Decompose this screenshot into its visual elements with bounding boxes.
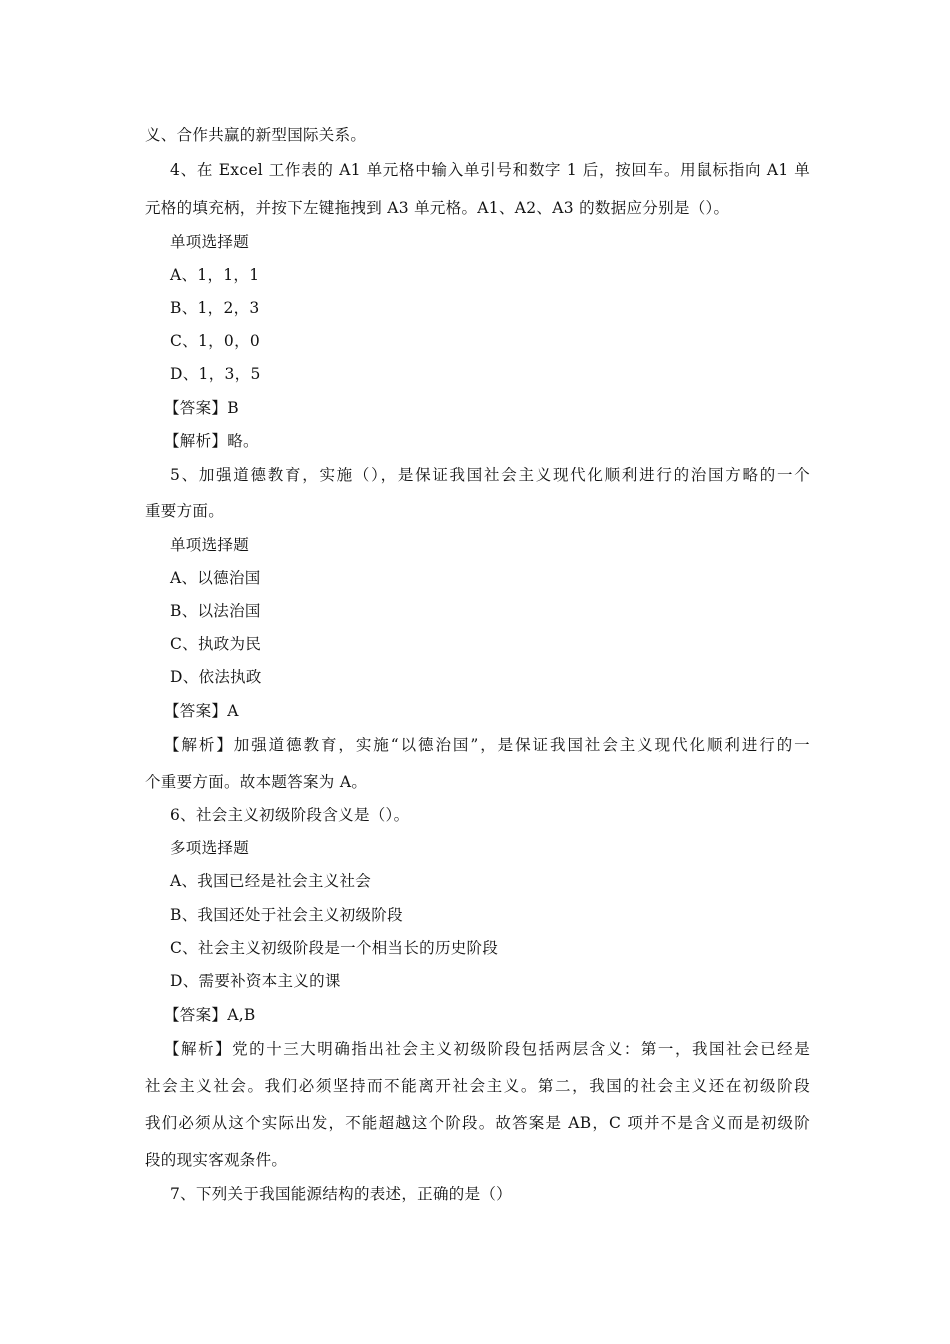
question-4-option-c: C、1，0，0 — [170, 332, 261, 350]
continuation-text: 义、合作共赢的新型国际关系。 — [145, 126, 367, 144]
question-6-analysis-line-2: 社会主义社会。我们必须坚持而不能离开社会主义。第二，我国的社会主义还在初级阶段 — [145, 1077, 810, 1095]
question-4-answer: 【答案】B — [164, 399, 239, 417]
question-5-analysis-line-2: 个重要方面。故本题答案为 A。 — [145, 773, 368, 791]
question-4-stem-line-1: 4、在 Excel 工作表的 A1 单元格中输入单引号和数字 1 后，按回车。用鼠标指向 A1 单 — [170, 161, 810, 179]
question-4-analysis: 【解析】略。 — [164, 432, 259, 450]
question-4-option-a: A、1，1，1 — [170, 266, 260, 284]
question-6-stem: 6、社会主义初级阶段含义是（）。 — [170, 806, 410, 824]
question-5-type: 单项选择题 — [170, 536, 250, 554]
question-5-stem-line-2: 重要方面。 — [145, 502, 225, 520]
question-6-analysis-line-4: 段的现实客观条件。 — [145, 1151, 288, 1169]
question-5-stem-line-1: 5、加强道德教育，实施（），是保证我国社会主义现代化顺利进行的治国方略的一个 — [170, 466, 810, 484]
question-6-type: 多项选择题 — [170, 839, 250, 857]
question-5-option-b: B、以法治国 — [170, 602, 261, 620]
question-6-option-d: D、需要补资本主义的课 — [170, 972, 341, 990]
question-4-option-b: B、1，2，3 — [170, 299, 260, 317]
question-5-answer: 【答案】A — [164, 702, 239, 720]
question-5-option-c: C、执政为民 — [170, 635, 262, 653]
question-5-option-d: D、依法执政 — [170, 668, 262, 686]
question-5-analysis-line-1: 【解析】加强道德教育，实施“以德治国”，是保证我国社会主义现代化顺利进行的一 — [164, 736, 810, 754]
question-4-option-d: D、1，3，5 — [170, 365, 261, 383]
question-6-answer: 【答案】A,B — [164, 1006, 256, 1024]
question-6-analysis-line-3: 我们必须从这个实际出发，不能超越这个阶段。故答案是 AB，C 项并不是含义而是初级阶 — [145, 1114, 810, 1132]
question-6-analysis-line-1: 【解析】党的十三大明确指出社会主义初级阶段包括两层含义：第一，我国社会已经是 — [164, 1040, 810, 1058]
question-6-option-b: B、我国还处于社会主义初级阶段 — [170, 906, 403, 924]
question-6-option-c: C、社会主义初级阶段是一个相当长的历史阶段 — [170, 939, 499, 957]
question-7-stem: 7、下列关于我国能源结构的表述，正确的是（） — [170, 1185, 512, 1203]
question-6-option-a: A、我国已经是社会主义社会 — [170, 872, 372, 890]
question-5-option-a: A、以德治国 — [170, 569, 261, 587]
question-4-stem-line-2: 元格的填充柄，并按下左键拖拽到 A3 单元格。A1、A2、A3 的数据应分别是（）。 — [145, 199, 730, 217]
question-4-type: 单项选择题 — [170, 233, 250, 251]
